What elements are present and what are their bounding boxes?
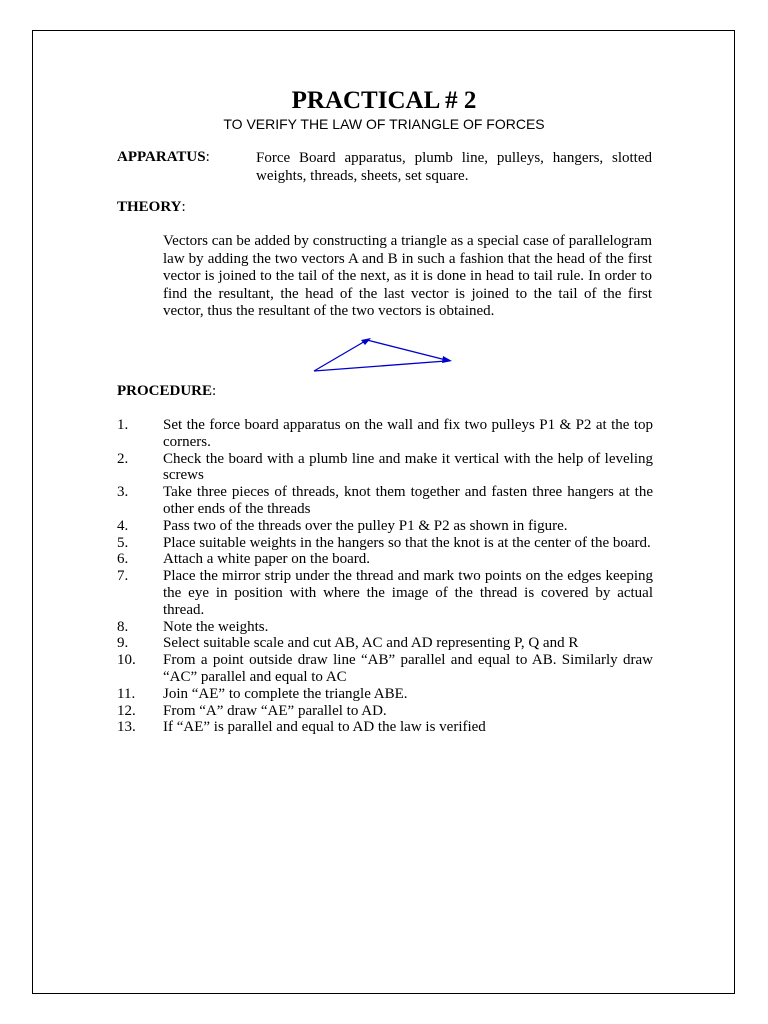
step-text: If “AE” is parallel and equal to AD the law is verified: [163, 719, 486, 736]
step-number: 5.: [117, 534, 129, 551]
page-title: PRACTICAL # 2: [291, 87, 477, 114]
apparatus-label: APPARATUS: [117, 149, 206, 165]
vector-a-arrowhead: [361, 338, 371, 345]
step-text: Place suitable weights in the hangers so that the knot is at the center of the board.: [163, 534, 651, 551]
procedure-heading: [117, 383, 216, 400]
step-text: Note the weights.: [163, 618, 269, 635]
procedure-colon: :: [212, 383, 217, 399]
theory-label: THEORY: [117, 199, 182, 215]
step-text: Select suitable scale and cut AB, AC and AD representing P, Q and R: [163, 635, 579, 652]
procedure-step: [117, 535, 653, 552]
procedure-step: [117, 484, 653, 518]
step-text: Place the mirror strip under the thread and mark two points on the edges keeping the eye in position with where the image of the thread is covered by actual thread.: [163, 568, 653, 618]
resultant-line: [314, 361, 446, 371]
theory-colon: :: [181, 199, 186, 215]
step-number: 4.: [117, 517, 129, 534]
step-number: 6.: [117, 551, 129, 568]
procedure-step: [117, 703, 653, 720]
procedure-step: [117, 719, 653, 736]
step-text: From “A” draw “AE” parallel to AD.: [163, 702, 387, 719]
step-text: Take three pieces of threads, knot them together and fasten three hangers at the other ends of the threads: [163, 484, 653, 517]
step-number: 1.: [117, 417, 129, 433]
theory-text: Vectors can be added by constructing a triangle as a special case of parallelogram law by adding the two vectors A and B in such a fashion that the head of the first vector is joined to the tail of the next, as it is done in head to tail rule. In order to find the resultant, the head of the last vector is joined to the tail of the first vector, thus the resultant of the two vectors is obtained.: [163, 233, 652, 320]
step-number: 3.: [117, 484, 129, 501]
procedure-steps: [117, 417, 653, 736]
procedure-step: [117, 568, 653, 618]
theory-heading: [117, 199, 186, 216]
apparatus-colon: :: [205, 149, 210, 165]
step-number: 7.: [117, 568, 129, 585]
step-number: 9.: [117, 635, 129, 652]
procedure-step: [117, 619, 653, 636]
vector-triangle-diagram: [300, 330, 470, 380]
apparatus-text: Force Board apparatus, plumb line, pulleys, hangers, slotted weights, threads, sheets, set square.: [256, 150, 652, 184]
step-text: From a point outside draw line “AB” parallel and equal to AB. Similarly draw “AC” parallel and equal to AC: [163, 652, 653, 685]
step-number: 10.: [117, 652, 136, 669]
apparatus-heading: [117, 149, 210, 166]
step-text: Check the board with a plumb line and make it vertical with the help of leveling screws: [163, 450, 653, 484]
step-number: 11.: [117, 685, 136, 702]
step-text: Join “AE” to complete the triangle ABE.: [163, 685, 408, 702]
vector-arrows: [314, 338, 452, 371]
step-number: 8.: [117, 618, 129, 635]
procedure-step: [117, 451, 653, 485]
step-number: 2.: [117, 450, 129, 467]
procedure-label: PROCEDURE: [117, 383, 213, 399]
procedure-step: [117, 417, 653, 451]
step-text: Pass two of the threads over the pulley P1 & P2 as shown in figure.: [163, 517, 568, 534]
procedure-step: [117, 518, 653, 535]
step-text: Set the force board apparatus on the wall and fix two pulleys P1 & P2 at the top corners.: [163, 417, 653, 450]
page-subtitle: TO VERIFY THE LAW OF TRIANGLE OF FORCES: [223, 116, 545, 132]
vector-b-line: [367, 340, 446, 360]
vector-a-line: [314, 340, 367, 371]
step-number: 13.: [117, 719, 136, 736]
procedure-step: [117, 635, 653, 652]
procedure-step: [117, 551, 653, 568]
procedure-step: [117, 686, 653, 703]
step-text: Attach a white paper on the board.: [163, 551, 371, 568]
step-number: 12.: [117, 702, 136, 719]
procedure-step: [117, 652, 653, 686]
vector-b-arrowhead: [442, 356, 452, 363]
